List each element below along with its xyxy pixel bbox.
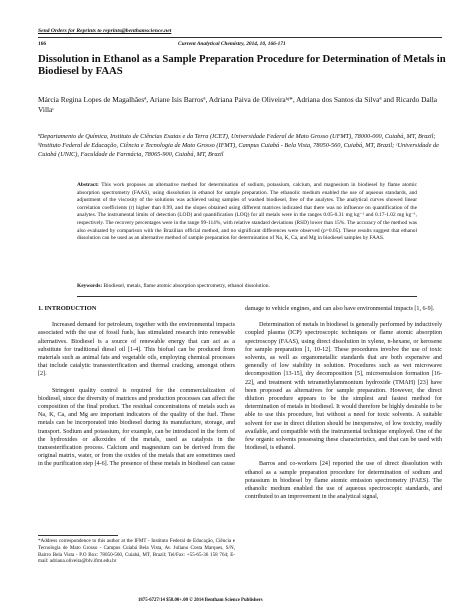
- left-column: [38, 305, 235, 469]
- affiliations: ªDepartamento de Química, Instituto de Ciências Exatas e da Terra (ICET), Universidade Federal de Mato Grosso (UFMT), 78000-000, Cuiabá, MT, Brazil; ᵇInstituto Federal de Educação, Ciência e Tecnologia de Mato Grosso (IFMT), Campus Cuiabá - Bela Vista, 78050-560, Cuiabá, MT, Brazil; ᶜUniversidade de Cuiabá (UNIC), Faculdade de Farmácia, 78065-900, Cuiabá, MT, Brazil: [38, 133, 439, 158]
- journal-citation: Current Analytical Chemistry, 2014, 10, 166-171: [178, 41, 286, 47]
- article-title: Dissolution in Ethanol as a Sample Preparation Procedure for Determination of Metals in Biodiesel by FAAS: [38, 53, 446, 77]
- page-number: 166: [38, 41, 47, 47]
- keywords-label: Keywords:: [77, 283, 103, 289]
- keywords-rule: [77, 296, 417, 297]
- section-title: 1. INTRODUCTION: [38, 305, 97, 312]
- paragraph: Stringent quality control is required for the commercialization of biodiesel, since the diversity of matrices and production processes can affect the composition of the final product. The residual concentrations of metals such as Na, K, Ca, and Mg are important indicators of the quality of the fuel. These metals can be incorporated into biodiesel during its manufacture, storage, and transport. Sodium and potassium, for example, can be introduced in the form of the hydroxides or alkoxides of the metals, used as catalysts in the transesterification process. Calcium and magnesium can be derived from the original matrix, water, or from the oxides of the metals that are sometimes used in the purification step [4-6]. The presence of these metals in biodiesel can cause: [38, 387, 235, 468]
- keywords-block: [77, 283, 417, 290]
- header-rule: [38, 37, 442, 38]
- paragraph: Barros and co-workers [24] reported the use of direct dissolution with ethanol as a sample preparation procedure for determination of sodium and potassium in biodiesel by flame atomic emission spectrometry (FAES). The ethanolic medium enabled the use of aqueous spectroscopic standards, and contributed to an improvement in the analytical signal,: [245, 461, 442, 501]
- abstract-label: Abstract:: [77, 182, 99, 188]
- paragraph: damage to vehicle engines, and can also have environmental impacts [1, 6-9].: [245, 306, 435, 312]
- reprint-note: Send Orders for Reprints to reprints@benthamscience.net: [38, 28, 172, 34]
- abstract-block: [77, 182, 417, 243]
- author-list: Márcia Regina Lopes de Magalhãesª, Ariane Isis Barrosª, Adriana Paiva de Oliveiraᵇʲ*, Adriana dos Santos da Silvaª and Ricardo Dalla Villaᶜ: [38, 95, 438, 114]
- paragraph: Determination of metals in biodiesel is generally performed by inductively coupled plasma (ICP) spectroscopic techniques or flame atomic absorption spectroscopy (FAAS), using direct dissolution in xylene, n-hexane, or kerosene for sample preparation [1, 10-12]. These procedures involve the use of toxic solvents, as well as organometallic standards that are both expensive and generally of low stability in solution. Procedures such as wet microwave decomposition [13-15], dry decomposition [5], microemulsion formation [16-22], and treatment with tetramethylammonium hydroxide (TMAH) [23] have been proposed as alternatives for sample preparation. However, the direct dilution procedure appears to be the simplest and fastest method for determination of metals in biodiesel. It would therefore be highly desirable to be able to use this procedure, but without a need for toxic solvents. A suitable solvent for use in direct dilution should be inexpensive, of low toxicity, readily available, and compatible with the instrumental technique employed. One of the few organic solvents possessing these characteristics, and that can be used with biodiesel, is ethanol.: [245, 322, 442, 452]
- paragraph: Increased demand for petroleum, together with the environmental impacts associated with the use of fossil fuels, has stimulated research into renewable alternatives. Biodiesel is a source of renewable energy that can act as a substitute for traditional diesel oil [1-4]. This biofuel can be produced from materials such as animal fats and vegetable oils, employing chemical processes that include catalytic transesterification and thermal cracking, amongst others [2].: [38, 322, 235, 378]
- keywords-text: Biodiesel, metals, flame atomic absorption spectrometry, ethanol dissolution.: [103, 283, 270, 289]
- correspondence-footnote: *Address correspondence to this author at the IFMT - Instituto Federal de Educação, Ciência e Tecnologia de Mato Grosso - Campus Cuiabá Bela Vista, Av. Juliano Costa Marques, S/N, Bairro Bela Vista - P.O Box: 78050-560, Cuiabá, MT, Brazil; Tel/Fax: +55-65-36 158 764; E-mail: adriana.oliveira@blv.ifmt.edu.br: [38, 538, 235, 565]
- footnote-rule: [38, 535, 118, 536]
- right-column: [245, 305, 442, 501]
- page-footer: 1875-6727/14 $58.00+.00 © 2014 Bentham Science Publishers: [138, 598, 263, 603]
- abstract-text: This work proposes an alternative method for determination of sodium, potassium, calcium, and magnesium in biodiesel by flame atomic absorption spectrometry (FAAS), using dissolution in ethanol for sample preparation. The ethanolic medium enabled the use of aqueous standards, and adjustment of the viscosity of the solutions was achieved using samples of washed biodiesel, free of the analytes. The analytical curves showed linear correlation coefficients (r) higher than 0.99, and the slopes obtained using different matrices indicated that there was no influence on quantification of the analytes. The instrumental limits of detection (LOD) and quantification (LOQ) for all metals were in the ranges 0.05-0.31 mg kg⁻¹ and 0.17-1.02 mg kg⁻¹, respectively. The recovery percentages were in the range 99-114%, with relative standard deviations (RSD) lower than 15%. The accuracy of the method was also evaluated by comparison with the Brazilian official method, and no significant differences were observed (p=0.05). These results suggest that ethanol dissolution can be used as an alternative method of sample preparation for determination of Na, K, Ca, and Mg in biodiesel samples by FAAS.: [77, 182, 417, 242]
